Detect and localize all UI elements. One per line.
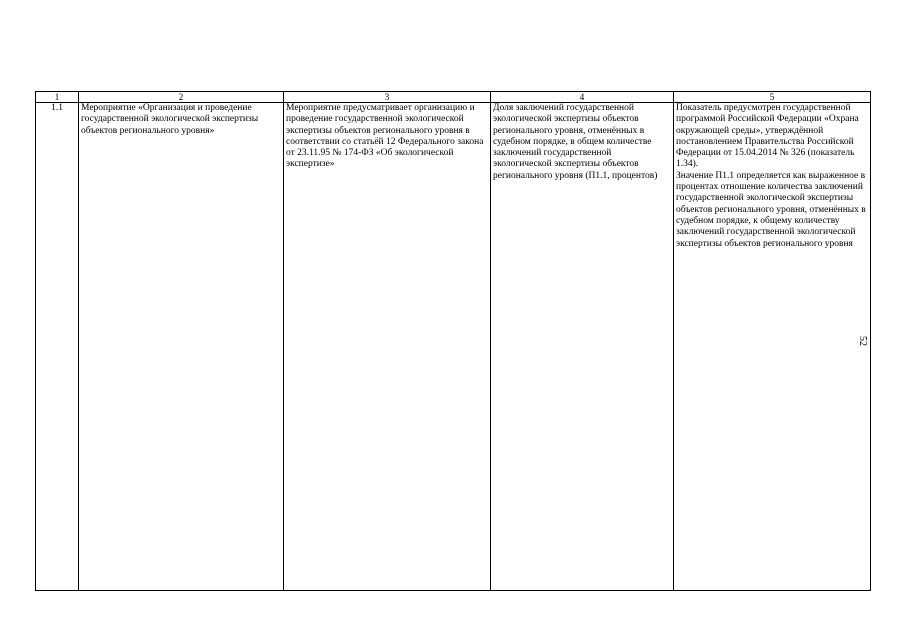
column-number-5: 5 — [674, 92, 871, 103]
activity-cell: Мероприятие «Организация и проведение государственной экологической экспертизы объектов регионального уровня» — [79, 103, 284, 591]
column-number-3: 3 — [284, 92, 491, 103]
measures-table — [35, 91, 871, 591]
column-number-1: 1 — [36, 92, 79, 103]
column-number-2: 2 — [79, 92, 284, 103]
column-number-4: 4 — [491, 92, 674, 103]
comment-source-text: Показатель предусмотрен государственной программой Российской Федерации «Охрана окружающей среды», утверждённой постановлением Правительства Российской Федерации от 15.04.2014 № 326 (показатель 1.34). — [676, 103, 859, 170]
indicator-cell: Доля заключений государственной экологической экспертизы объектов регионального уровня, отменённых в судебном порядке, в общем количестве заключений государственной экологической экспертизы объектов регионального уровня (П1.1, процентов) — [491, 103, 674, 591]
comment-cell — [674, 103, 871, 591]
row-number-cell: 1.1 — [36, 103, 79, 591]
description-cell: Мероприятие предусматривает организацию и проведение государственной экологической экспертизы объектов регионального уровня в соответствии со статьёй 12 Федерального закона от 23.11.95 № 174-ФЗ «Об экологической экспертизе» — [284, 103, 491, 591]
column-number-row — [36, 92, 871, 103]
comment-formula-text: Значение П1.1 определяется как выраженное в процентах отношение количества заключений государственной экологической экспертизы объектов регионального уровня, отменённых в судебном порядке, к общему количеству заключений государственной экологической экспертизы объектов регионального уровня — [676, 170, 866, 249]
table-row — [36, 103, 871, 591]
page-number: 52 — [857, 336, 868, 346]
